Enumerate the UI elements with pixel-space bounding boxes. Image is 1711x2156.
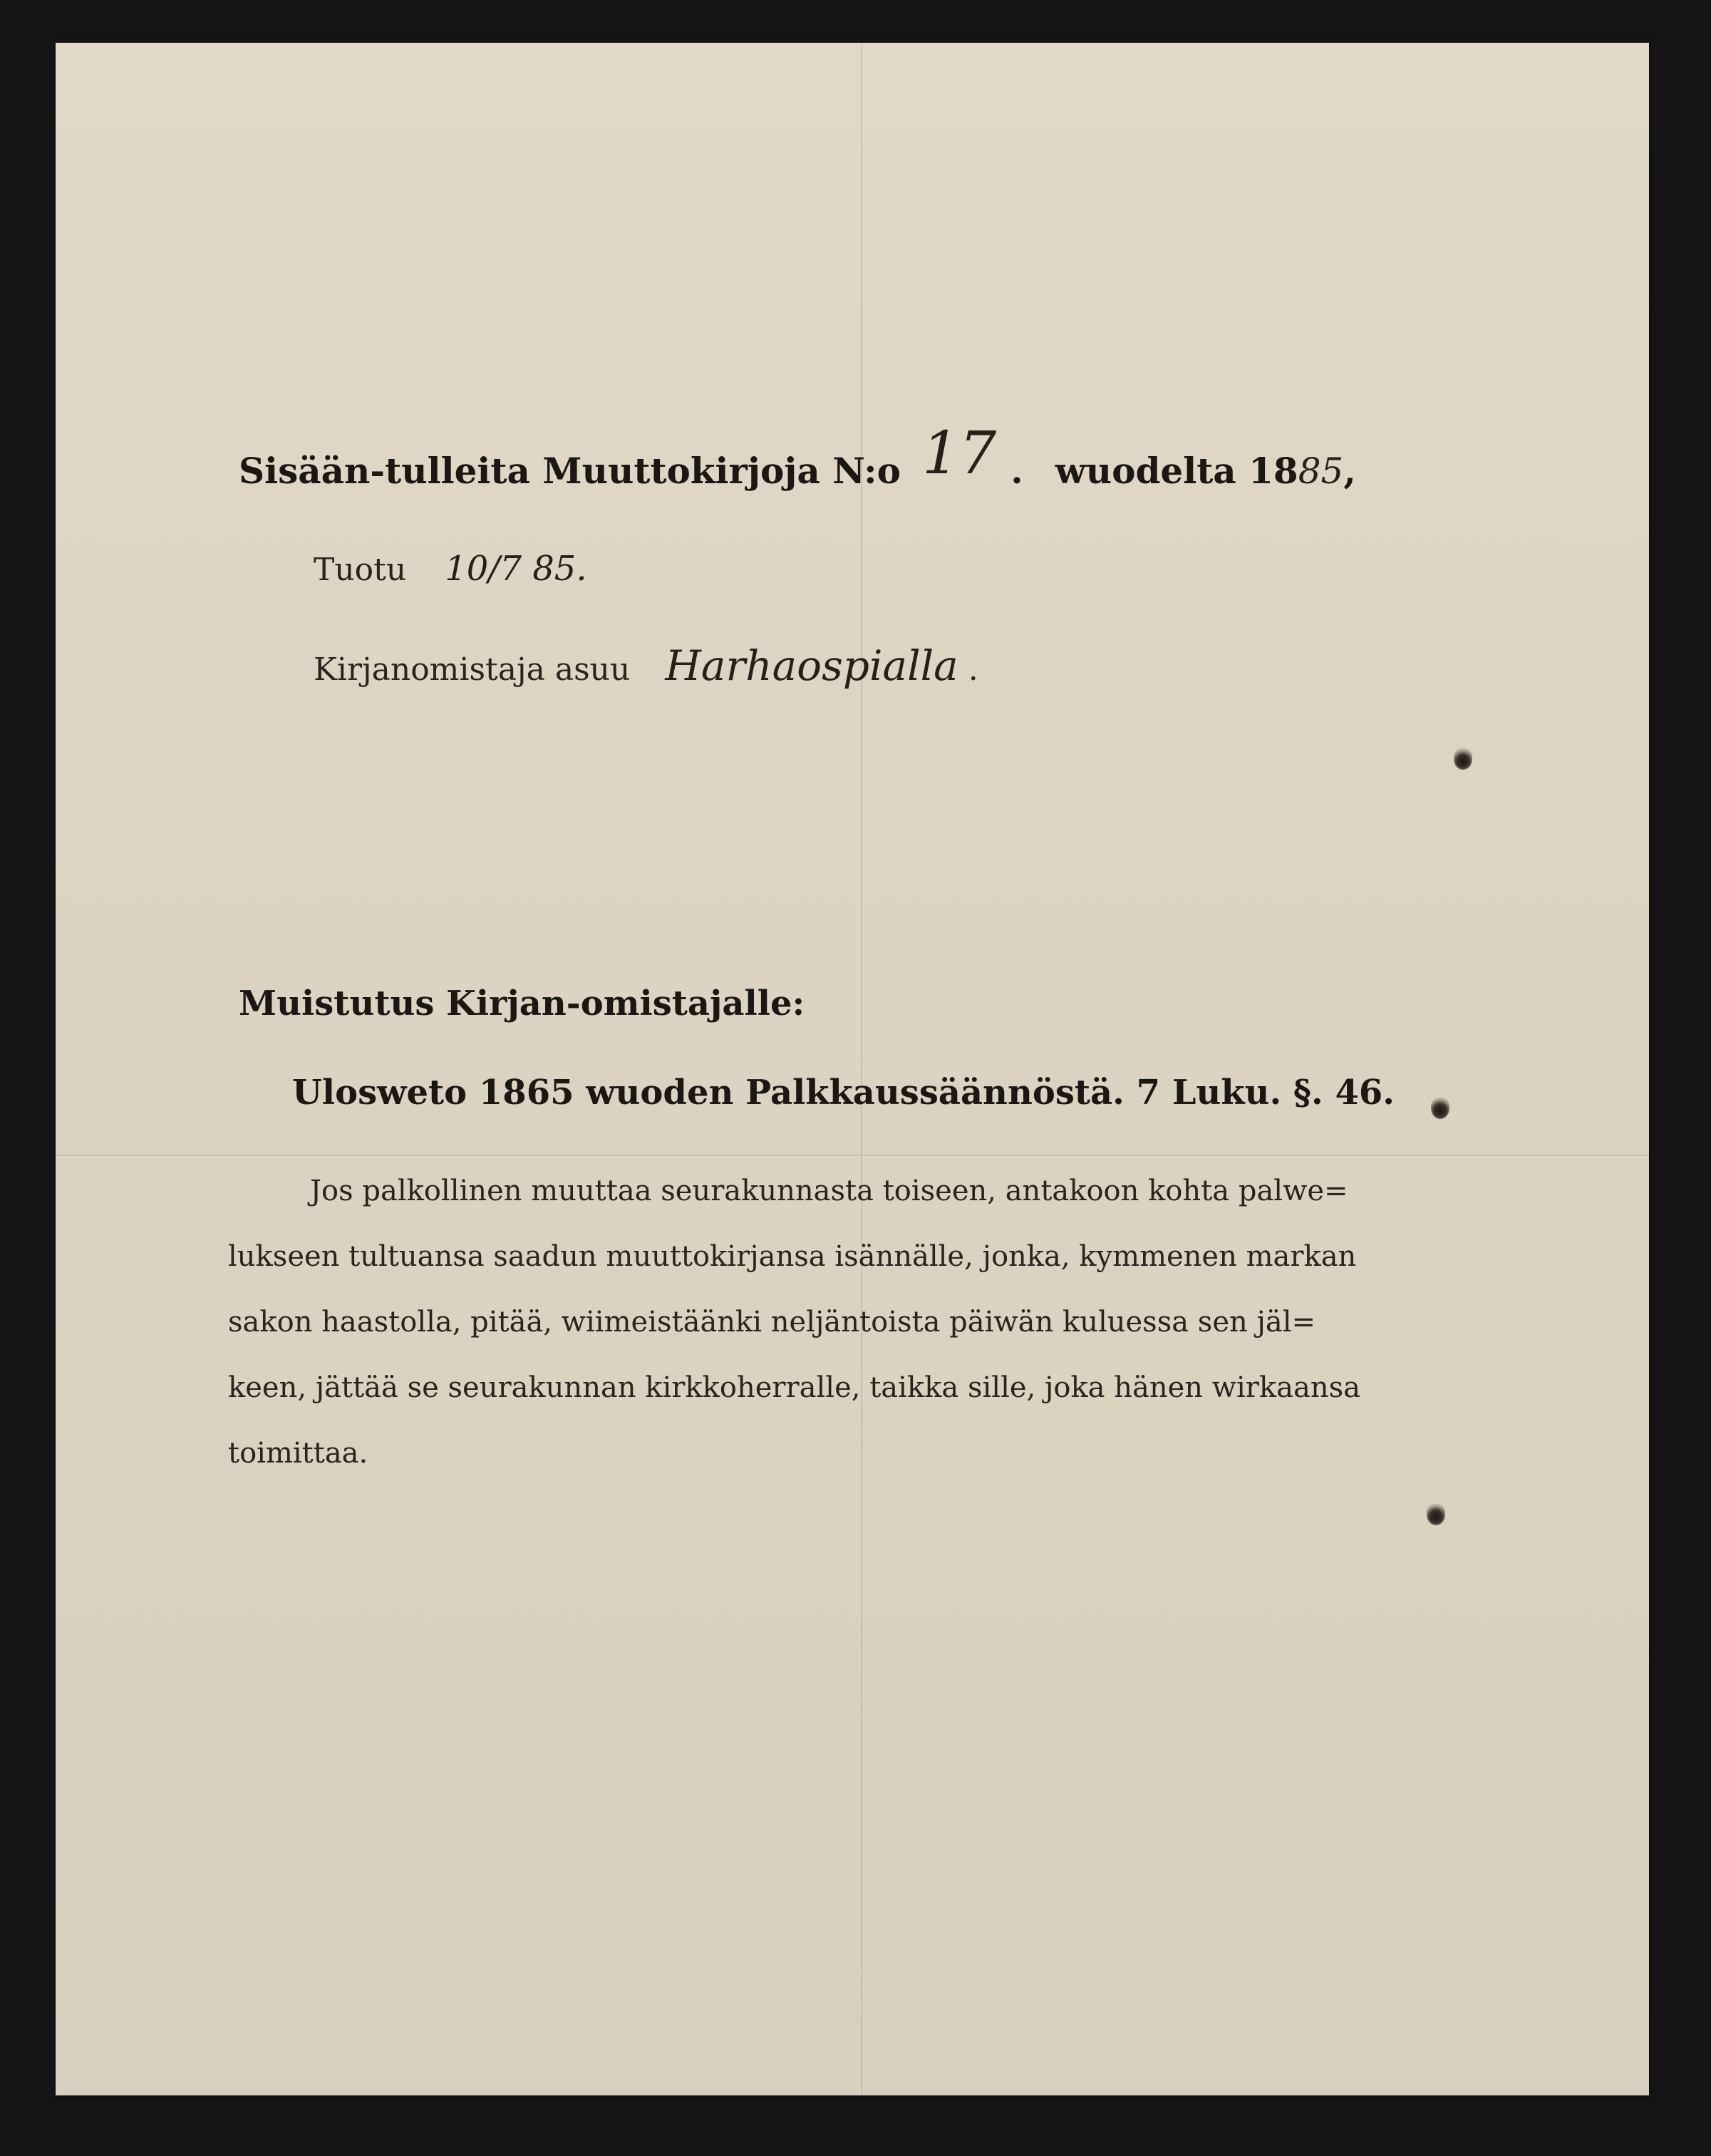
document-header [239,385,1450,492]
owner-end: . [968,651,978,688]
header-end: , [1343,450,1356,492]
notice-body [228,1158,1382,1486]
owner-line [314,641,978,690]
header-year-label: wuodelta 18 [1055,450,1298,492]
handwritten-number: 17 [921,420,997,488]
owner-label: Kirjanomistaja asuu [314,651,631,688]
handwritten-year: 85 [1298,450,1344,492]
handwritten-date: 10/7 85. [445,549,587,589]
fold-line-horizontal [56,1155,1649,1156]
fold-line-vertical [861,43,862,2095]
header-dot: . [1010,450,1023,492]
notice-body-line: Jos palkollinen muuttaa seurakunnasta toiseen, antakoon kohta palwe= [310,1175,1348,1207]
notice-title: Muistutus Kirjan-omistajalle: [239,984,805,1023]
document-page [56,43,1649,2095]
punch-hole [1427,1504,1445,1525]
law-reference: Ulosweto 1865 wuoden Palkkaussäännöstä. 7 Luku. §. 46. [292,1073,1395,1113]
notice-body-line: keen, jättää se seurakunnan kirkkoherralle, taikka sille, joka hänen wirkaansa [228,1371,1360,1404]
header-prefix: Sisään-tulleita Muuttokirjoja N:o [239,450,901,492]
notice-body-line: toimittaa. [228,1437,368,1470]
handwritten-place: Harhaospialla [665,641,958,690]
tuotu-label: Tuotu [314,552,407,588]
punch-hole [1431,1098,1449,1119]
punch-hole [1454,748,1472,770]
notice-body-line: lukseen tultuansa saadun muuttokirjansa isännälle, jonka, kymmenen markan [228,1240,1357,1273]
notice-body-line: sakon haastolla, pitää, wiimeistäänki neljäntoista päiwän kuluessa sen jäl= [228,1306,1316,1339]
tuotu-line [314,549,587,589]
